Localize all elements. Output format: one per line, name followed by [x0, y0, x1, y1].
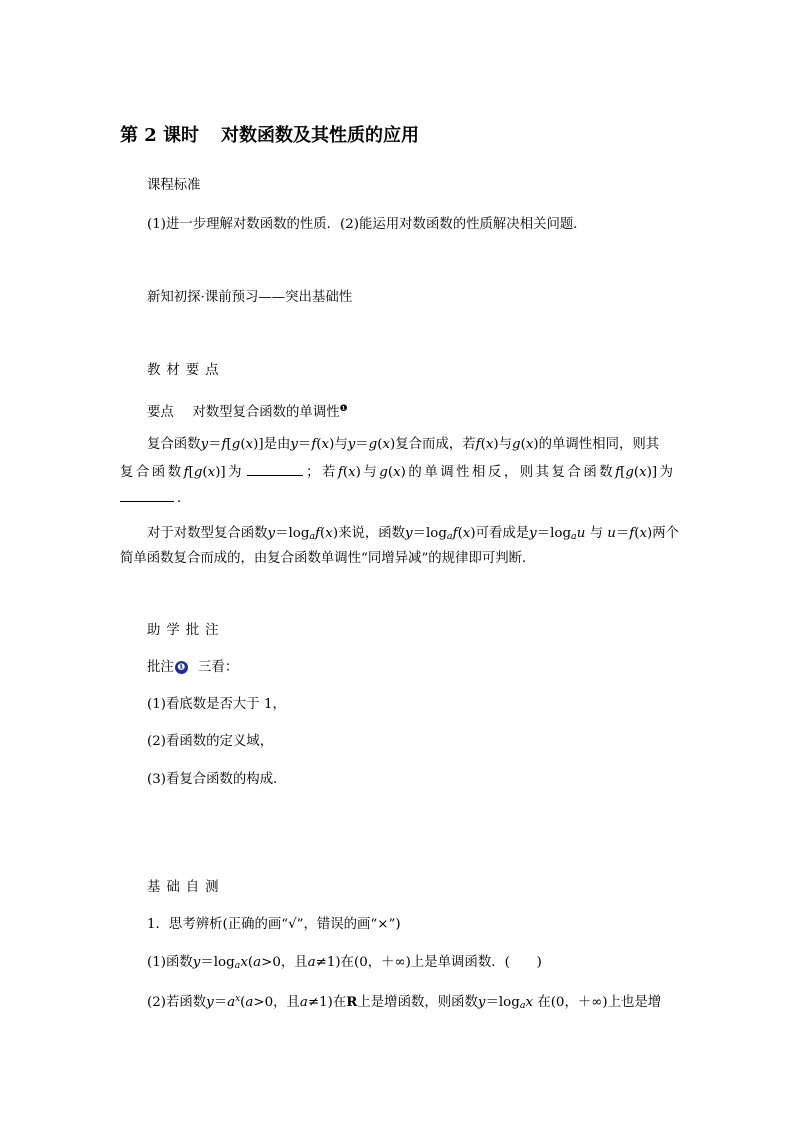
text: 的单调性相同，则其	[538, 437, 660, 452]
text: ，且	[280, 955, 308, 970]
annotation-mark: ❶	[339, 404, 348, 414]
text: 对于对数型复合函数	[147, 526, 268, 541]
text: 与	[498, 437, 513, 452]
text: 在(0，＋∞)上也是增	[537, 995, 662, 1010]
text: 复合而成，若	[395, 437, 476, 452]
selftest-heading: 基础自测	[147, 880, 225, 895]
text: (2)若函数	[147, 995, 207, 1010]
lesson-title: 对数函数及其性质的应用	[221, 125, 420, 146]
question-1-2: (2)若函数$y=a^x(a>0$，且a≠1)在R上是增函数，则函数$y=\log_ax$ 在(0，＋∞)上也是增	[147, 994, 662, 1011]
key-point-title: 对数型复合函数的单调性	[192, 405, 340, 420]
text: ；若	[306, 465, 338, 480]
note-intro: 三看：	[198, 660, 239, 675]
lesson-number: 第 2 课时	[120, 125, 200, 146]
note-label: 批注	[147, 660, 174, 675]
text: 来说，函数	[338, 526, 406, 541]
note-line	[147, 660, 238, 676]
para1-line1: 复合函数y＝f[g(x)]是由y＝f(x)与y＝g(x)复合而成，若f(x)与g(x)的单调性相同，则其	[147, 437, 660, 452]
para1-line2: 复合函数f[g(x)]为 ；若f(x)与g(x)的单调性相反，则其复合函数f[g(x)]为	[120, 465, 674, 480]
key-point-label: 要点	[147, 405, 174, 420]
fill-blank-2[interactable]	[120, 489, 174, 502]
course-standard-heading: 课程标准	[147, 178, 201, 193]
text: 的单调性相反，则其复合函数	[405, 465, 616, 480]
page-title	[120, 125, 419, 147]
text: 与	[360, 465, 380, 480]
text: 是由	[263, 437, 291, 452]
para2-line2: 简单函数复合而成的，由复合函数单调性“同增异减”的规律即可判断．	[120, 551, 536, 566]
text: 复合函数	[147, 437, 201, 452]
note-item-2: (2)看函数的定义域，	[147, 734, 274, 749]
note-item-1: (1)看底数是否大于 1，	[147, 697, 286, 712]
text: ≠1)在	[307, 995, 347, 1010]
text: 可看成是	[475, 526, 530, 541]
para2-line1: 对于对数型复合函数$y=\log_af(x)$来说，函数$y=\log_af(x)$可看成是$y=\log_au$ 与 u＝f(x)两个	[147, 526, 680, 542]
course-standard-text: (1)进一步理解对数函数的性质．(2)能运用对数函数的性质解决相关问题．	[147, 217, 587, 232]
text: 与	[334, 437, 348, 452]
notes-heading: 助学批注	[147, 623, 225, 638]
text: 为	[225, 465, 245, 480]
note-number-badge: ❶	[175, 661, 188, 674]
question-1: 1．思考辨析(正确的画“√”，错误的画“×”)	[147, 917, 401, 932]
text: 与	[589, 526, 603, 541]
text: 上是增函数，则函数	[357, 995, 478, 1010]
text: ．	[177, 491, 191, 506]
fill-blank-1[interactable]	[247, 463, 303, 476]
material-heading: 教材要点	[147, 363, 225, 378]
text: 两个	[652, 526, 680, 541]
question-1-1: (1)函数$y=\log_ax(a>0$，且a≠1)在(0，＋∞)上是单调函数．( )	[147, 955, 542, 971]
text: ≠1)在(0，＋∞)上是单调函数．( )	[315, 955, 542, 970]
preview-heading: 新知初探·课前预习——突出基础性	[147, 290, 353, 305]
text: (1)函数	[147, 955, 193, 970]
note-item-3: (3)看复合函数的构成．	[147, 772, 287, 787]
para1-line3	[120, 489, 190, 507]
text: 复合函数	[120, 465, 184, 480]
text: ，且	[273, 995, 300, 1010]
text: 为	[657, 465, 674, 480]
key-point-line	[147, 401, 348, 421]
